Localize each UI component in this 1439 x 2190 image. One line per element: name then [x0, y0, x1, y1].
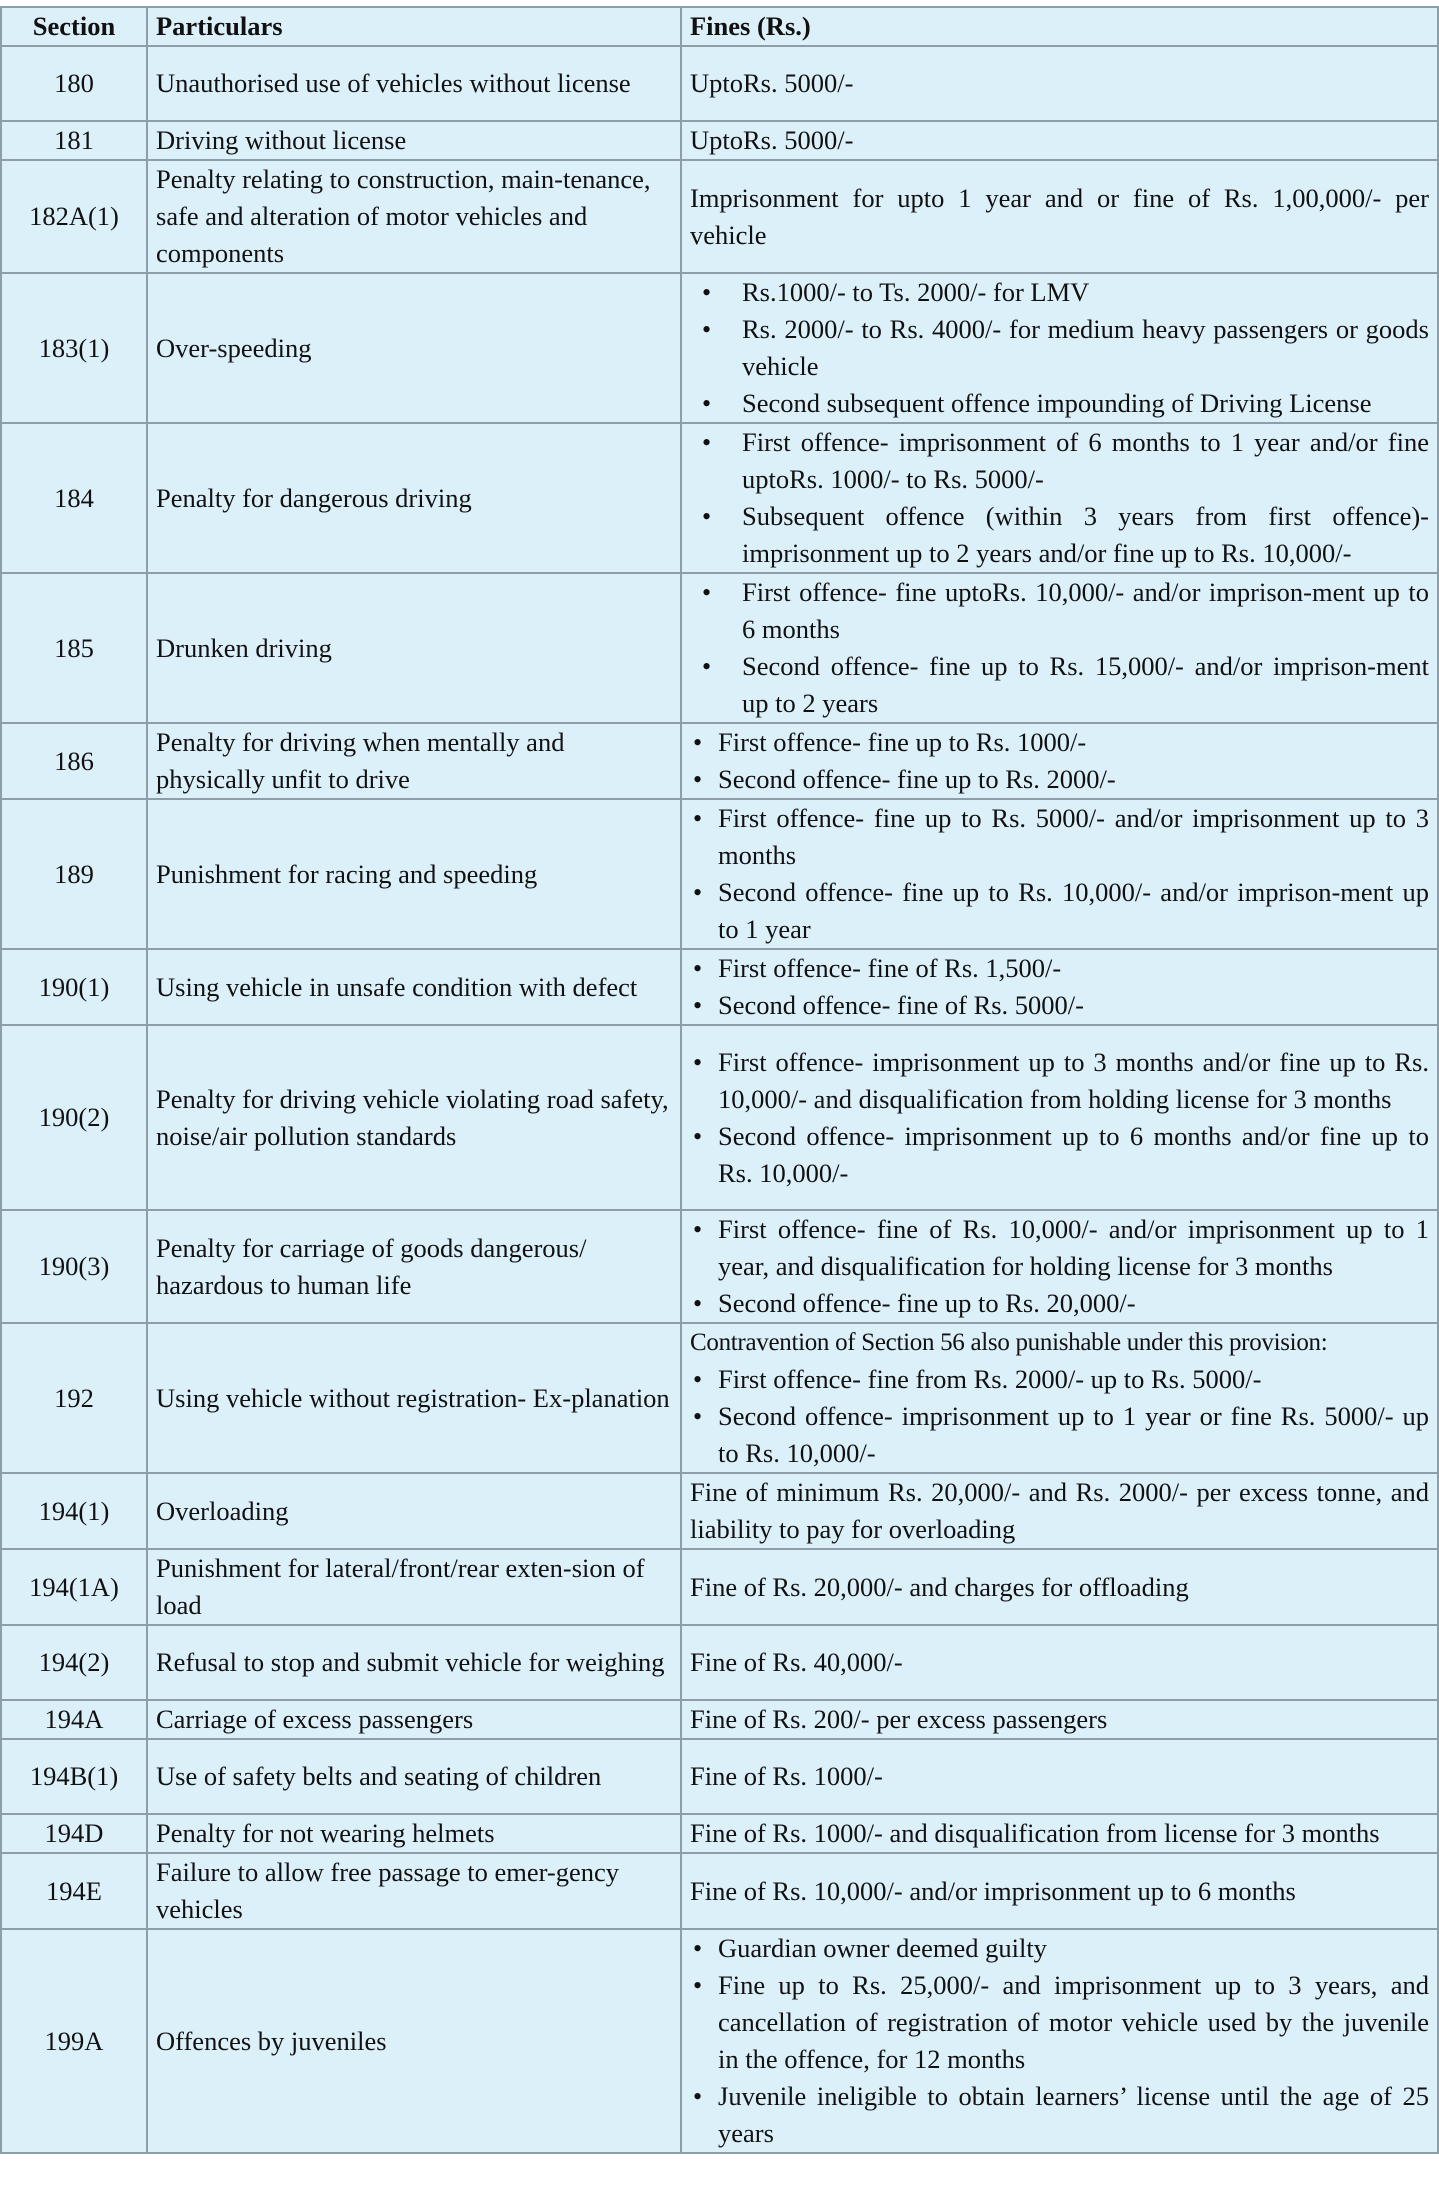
- section-cell: 190(2): [1, 1025, 147, 1210]
- fine-text: Fine of Rs. 20,000/- and charges for offloading: [690, 1571, 1189, 1602]
- table-row: [1, 1025, 1438, 1210]
- particulars-cell: Using vehicle without registration- Ex-planation: [147, 1323, 681, 1473]
- fine-bullet-item: • Second subsequent offence impounding of Driving License: [690, 385, 1429, 422]
- particulars-cell: Overloading: [147, 1473, 681, 1549]
- table-row: [1, 121, 1438, 160]
- fines-cell: [681, 423, 1438, 573]
- section-cell: 186: [1, 723, 147, 799]
- section-cell: 189: [1, 799, 147, 949]
- table-row: [1, 423, 1438, 573]
- fine-text: Fine of Rs. 10,000/- and/or imprisonment up to 6 months: [690, 1875, 1296, 1906]
- header-section: Section: [1, 7, 147, 46]
- fine-text: Fine of minimum Rs. 20,000/- and Rs. 2000/- per excess tonne, and liability to pay for overloading: [690, 1477, 1429, 1544]
- table-body: [1, 46, 1438, 2153]
- particulars-cell: Failure to allow free passage to emer-gency vehicles: [147, 1853, 681, 1929]
- fine-bullet-list: [690, 424, 1429, 572]
- table-row: [1, 573, 1438, 723]
- fines-cell: [681, 160, 1438, 273]
- fines-cell: [681, 723, 1438, 799]
- section-cell: 194B(1): [1, 1739, 147, 1814]
- fine-bullet-list: [690, 574, 1429, 722]
- fines-cell: [681, 799, 1438, 949]
- fine-bullet-item: • First offence- fine of Rs. 10,000/- and/or imprisonment up to 1 year, and disqualification for holding license for 3 months: [690, 1211, 1429, 1285]
- fines-cell: [681, 1700, 1438, 1739]
- table-row: [1, 1549, 1438, 1625]
- header-row: [1, 7, 1438, 46]
- fine-bullet-item: • Second offence- fine up to Rs. 15,000/- and/or imprison-ment up to 2 years: [690, 648, 1429, 722]
- table-row: [1, 1739, 1438, 1814]
- section-cell: 194A: [1, 1700, 147, 1739]
- fine-bullet-item: • First offence- fine from Rs. 2000/- up to Rs. 5000/-: [690, 1361, 1429, 1398]
- table-row: [1, 1210, 1438, 1323]
- fine-bullet-item: • Second offence- fine up to Rs. 10,000/- and/or imprison-ment up to 1 year: [690, 874, 1429, 948]
- section-cell: 181: [1, 121, 147, 160]
- fine-bullet-list: [690, 274, 1429, 422]
- table-row: [1, 723, 1438, 799]
- fine-text: UptoRs. 5000/-: [690, 125, 854, 155]
- particulars-cell: Driving without license: [147, 121, 681, 160]
- fine-bullet-item: • Second offence- fine of Rs. 5000/-: [690, 987, 1429, 1024]
- particulars-cell: Carriage of excess passengers: [147, 1700, 681, 1739]
- particulars-cell: Penalty for not wearing helmets: [147, 1814, 681, 1853]
- particulars-cell: Use of safety belts and seating of children: [147, 1739, 681, 1814]
- fine-bullet-list: [690, 1211, 1429, 1322]
- fine-text: UptoRs. 5000/-: [690, 68, 854, 98]
- fine-text: Fine of Rs. 1000/-: [690, 1761, 883, 1791]
- particulars-cell: Punishment for lateral/front/rear exten-sion of load: [147, 1549, 681, 1625]
- fine-bullet-item: • First offence- fine uptoRs. 10,000/- and/or imprison-ment up to 6 months: [690, 574, 1429, 648]
- section-cell: 184: [1, 423, 147, 573]
- fine-bullet-item: • Guardian owner deemed guilty: [690, 1930, 1429, 1967]
- particulars-cell: Penalty for driving when mentally and physically unfit to drive: [147, 723, 681, 799]
- fines-cell: [681, 949, 1438, 1025]
- fine-bullet-list: [690, 724, 1429, 798]
- particulars-cell: Using vehicle in unsafe condition with defect: [147, 949, 681, 1025]
- table-row: [1, 1814, 1438, 1853]
- fine-bullet-item: • Rs.1000/- to Ts. 2000/- for LMV: [690, 274, 1429, 311]
- section-cell: 190(1): [1, 949, 147, 1025]
- fine-bullet-item: • Second offence- fine up to Rs. 20,000/-: [690, 1285, 1429, 1322]
- table-row: [1, 1853, 1438, 1929]
- header-fines: Fines (Rs.): [681, 7, 1438, 46]
- fine-intro: Contravention of Section 56 also punishable under this provision:: [690, 1329, 1328, 1356]
- particulars-cell: Penalty for driving vehicle violating road safety, noise/air pollution standards: [147, 1025, 681, 1210]
- fines-cell: [681, 1473, 1438, 1549]
- particulars-cell: Refusal to stop and submit vehicle for weighing: [147, 1625, 681, 1700]
- section-cell: 182A(1): [1, 160, 147, 273]
- section-cell: 180: [1, 46, 147, 121]
- fine-bullet-item: • Second offence- fine up to Rs. 2000/-: [690, 761, 1429, 798]
- table-row: [1, 1473, 1438, 1549]
- fine-bullet-list: [690, 800, 1429, 948]
- fine-text: Fine of Rs. 200/- per excess passengers: [690, 1704, 1108, 1734]
- fine-bullet-item: • Juvenile ineligible to obtain learners’ license until the age of 25 years: [690, 2078, 1429, 2152]
- particulars-cell: Drunken driving: [147, 573, 681, 723]
- fine-text: Fine of Rs. 1000/- and disqualification from license for 3 months: [690, 1818, 1380, 1848]
- fines-cell: [681, 1025, 1438, 1210]
- fines-cell: [681, 1739, 1438, 1814]
- fine-bullet-item: • Rs. 2000/- to Rs. 4000/- for medium heavy passengers or goods vehicle: [690, 311, 1429, 385]
- fine-bullet-item: • First offence- fine up to Rs. 1000/-: [690, 724, 1429, 761]
- fine-bullet-item: • Fine up to Rs. 25,000/- and imprisonment up to 3 years, and cancellation of registration of motor vehicle used by the juvenile in the offence, for 12 months: [690, 1967, 1429, 2078]
- fine-bullet-item: • First offence- imprisonment of 6 months to 1 year and/or fine uptoRs. 1000/- to Rs. 5000/-: [690, 424, 1429, 498]
- section-cell: 194(1): [1, 1473, 147, 1549]
- particulars-cell: Offences by juveniles: [147, 1929, 681, 2153]
- fines-cell: [681, 1549, 1438, 1625]
- fine-bullet-list: [690, 1044, 1429, 1192]
- section-cell: 183(1): [1, 273, 147, 423]
- section-cell: 192: [1, 1323, 147, 1473]
- table-row: [1, 160, 1438, 273]
- fine-bullet-list: [690, 950, 1429, 1024]
- particulars-cell: Penalty relating to construction, main-tenance, safe and alteration of motor vehicles and components: [147, 160, 681, 273]
- fine-text: Imprisonment for upto 1 year and or fine of Rs. 1,00,000/- per vehicle: [690, 182, 1429, 250]
- fine-bullet-list: [690, 1930, 1429, 2152]
- section-cell: 194D: [1, 1814, 147, 1853]
- particulars-cell: Over-speeding: [147, 273, 681, 423]
- fines-cell: [681, 1853, 1438, 1929]
- table-row: [1, 1929, 1438, 2153]
- fines-cell: [681, 121, 1438, 160]
- table-row: [1, 46, 1438, 121]
- table-row: [1, 273, 1438, 423]
- section-cell: 190(3): [1, 1210, 147, 1323]
- section-cell: 194E: [1, 1853, 147, 1929]
- particulars-cell: Penalty for carriage of goods dangerous/ hazardous to human life: [147, 1210, 681, 1323]
- particulars-cell: Unauthorised use of vehicles without license: [147, 46, 681, 121]
- fines-cell: [681, 46, 1438, 121]
- table-row: [1, 1323, 1438, 1473]
- table-row: [1, 1625, 1438, 1700]
- fine-bullet-list: [690, 1361, 1429, 1472]
- particulars-cell: Punishment for racing and speeding: [147, 799, 681, 949]
- fines-table: [0, 6, 1439, 2154]
- fine-bullet-item: • Second offence- imprisonment up to 1 year or fine Rs. 5000/- up to Rs. 10,000/-: [690, 1398, 1429, 1472]
- fines-cell: [681, 1210, 1438, 1323]
- table-row: [1, 949, 1438, 1025]
- fines-cell: [681, 1814, 1438, 1853]
- fine-bullet-item: • Second offence- imprisonment up to 6 months and/or fine up to Rs. 10,000/-: [690, 1118, 1429, 1192]
- fines-cell: [681, 1625, 1438, 1700]
- table-row: [1, 799, 1438, 949]
- section-cell: 185: [1, 573, 147, 723]
- fine-bullet-item: • Subsequent offence (within 3 years from first offence)- imprisonment up to 2 years and/or fine up to Rs. 10,000/-: [690, 498, 1429, 572]
- particulars-cell: Penalty for dangerous driving: [147, 423, 681, 573]
- fines-cell: [681, 1929, 1438, 2153]
- fine-bullet-item: • First offence- fine of Rs. 1,500/-: [690, 950, 1429, 987]
- section-cell: 194(2): [1, 1625, 147, 1700]
- fines-cell: [681, 573, 1438, 723]
- section-cell: 199A: [1, 1929, 147, 2153]
- fines-cell: [681, 1323, 1438, 1473]
- header-particulars: Particulars: [147, 7, 681, 46]
- table-row: [1, 1700, 1438, 1739]
- fine-bullet-item: • First offence- fine up to Rs. 5000/- and/or imprisonment up to 3 months: [690, 800, 1429, 874]
- section-cell: 194(1A): [1, 1549, 147, 1625]
- fine-bullet-item: • First offence- imprisonment up to 3 months and/or fine up to Rs. 10,000/- and disqualification from holding license for 3 months: [690, 1044, 1429, 1118]
- fines-cell: [681, 273, 1438, 423]
- fine-text: Fine of Rs. 40,000/-: [690, 1647, 903, 1677]
